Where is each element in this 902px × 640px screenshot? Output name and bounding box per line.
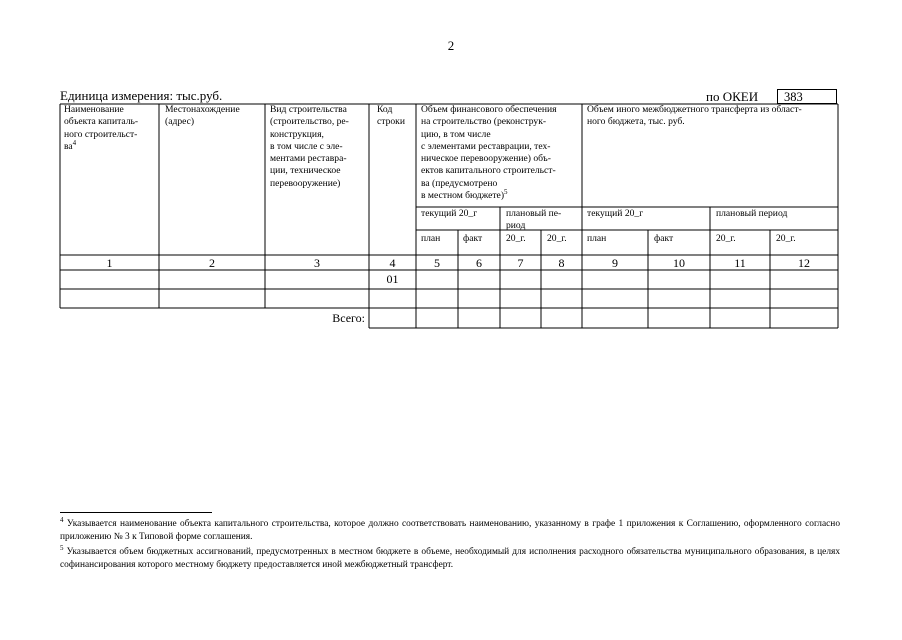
okei-label: по ОКЕИ (706, 89, 759, 104)
footnote-5: $^5$ Указывается объем бюджетных ассигнований, предусмотренных в местном бюджете в объеме, необходимый для исполнения расходного обязательства муниципального образования, в целях софинансирования которого местному бюджету предоставляется иной межбюджетный трансферт. (60, 544, 841, 570)
footnote-separator (60, 512, 212, 513)
column-number: 8 (558, 256, 565, 270)
total-label: Всего: (332, 311, 365, 325)
column-number: 2 (209, 256, 215, 270)
column-number: 1 (106, 256, 113, 270)
row-code-cell: 01 (386, 272, 399, 286)
header-row-code: Код строки (377, 104, 405, 128)
header-object-name: Наименование объекта капиталь- ного строительст- $ва^4$ (64, 104, 139, 152)
footnote-4: $^4$ Указывается наименование объекта капитального строительства, которое должно соответствовать наименованию, указанному в графе 1 приложения к Соглашению, оформленного согласно приложению № 3 к Типовой форме соглашения. (60, 516, 841, 542)
header-construction-type: Вид строительства (строительство, ре- конструкция, в том числе с эле- ментами реставра- ции, техническое перевооружение) (270, 104, 349, 189)
header-fact-2: факт (654, 233, 674, 244)
header-plan-1: план (421, 233, 441, 244)
column-number: 4 (389, 256, 396, 270)
okei-code-field: 383 (777, 89, 837, 104)
header-financing-volume: Объем финансового обеспечения на строительство (реконструк- цию, в том числе с элементами реставрации, тех- ническое перевооружение) объ- ектов капитального строительст- ва (предусмотрено в местном бюджете)$^5$ (421, 104, 557, 202)
column-number: 11 (734, 256, 746, 270)
header-planned-period-1: плановый пе- риод (506, 208, 562, 231)
header-year-b-1: 20_г. (547, 233, 567, 244)
column-number: 10 (673, 256, 685, 270)
header-year-b-2: 20_г. (776, 233, 796, 244)
footnote-ref-5: 5 (504, 188, 508, 197)
header-year-a-2: 20_г. (716, 233, 736, 244)
column-number: 9 (612, 256, 618, 270)
page-number: 2 (447, 38, 455, 53)
column-number: 3 (314, 256, 320, 270)
column-number: 12 (798, 256, 810, 270)
header-location: Местонахождение (адрес) (165, 104, 240, 128)
column-number: 7 (517, 256, 524, 270)
header-plan-2: план (587, 233, 607, 244)
header-planned-period-2: плановый период (716, 208, 788, 219)
column-number: 5 (434, 256, 440, 270)
header-current-year-2: текущий 20_г (587, 208, 644, 219)
unit-label: Единица измерения: тыс.руб. (60, 88, 223, 103)
header-year-a-1: 20_г. (506, 233, 526, 244)
column-number: 6 (476, 256, 482, 270)
header-transfer-volume: Объем иного межбюджетного трансферта из област- ного бюджета, тыс. руб. (587, 104, 802, 128)
header-current-year-1: текущий 20_г (421, 208, 478, 219)
header-fact-1: факт (463, 233, 483, 244)
footnote-ref-4: 4 (72, 138, 77, 147)
